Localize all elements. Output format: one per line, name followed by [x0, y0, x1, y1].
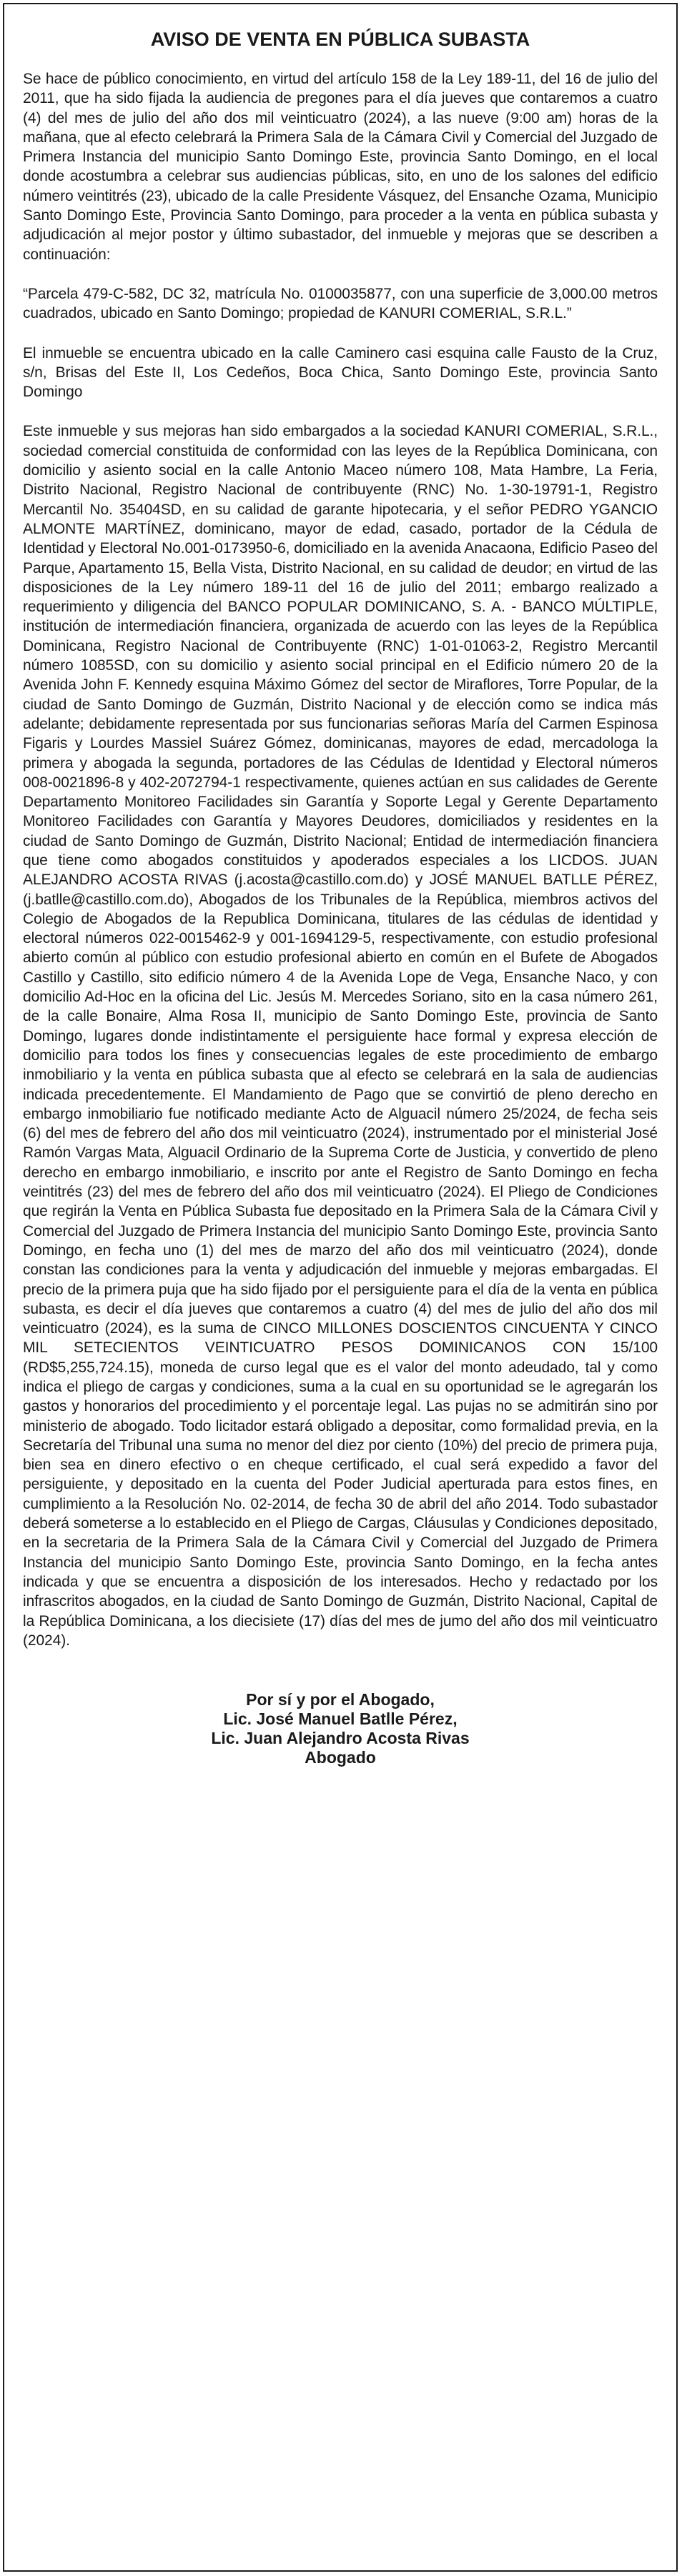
notice-body	[23, 69, 658, 1650]
signature-line-intro: Por sí y por el Abogado,	[246, 1690, 435, 1709]
signature-line-attorney-2: Lic. Juan Alejandro Acosta Rivas	[211, 1729, 470, 1748]
notice-title: AVISO DE VENTA EN PÚBLICA SUBASTA	[150, 29, 530, 50]
notice-paragraph-property: “Parcela 479-C-582, DC 32, matrícula No. 0100035877, con una superficie de 3,000.00 metros cuadrados, ubicado en Santo Domingo; propiedad de KANURI COMERIAL, S.R.L.”	[23, 285, 658, 322]
signature-line-role: Abogado	[305, 1748, 376, 1767]
notice-paragraph-location: El inmueble se encuentra ubicado en la calle Caminero casi esquina calle Fausto de la Cruz, s/n, Brisas del Este II, Los Cedeños, Boca Chica, Santo Domingo Este, provincia Santo Domingo	[23, 344, 658, 401]
signature-line-attorney-1: Lic. José Manuel Batlle Pérez,	[223, 1709, 458, 1729]
notice-paragraph-hearing: Se hace de público conocimiento, en virtud del artículo 158 de la Ley 189-11, del 16 de julio del 2011, que ha sido fijada la audiencia de pregones para el día jueves que contaremos a cuatro (4) del mes de julio del año dos mil veinticuatro (2024), a las nueve (9:00 am) horas de la mañana, que al efecto celebrará la Primera Sala de la Cámara Civil y Comercial del Juzgado de Primera Instancia del municipio Santo Domingo Este, provincia Santo Domingo, en el local donde acostumbra a celebrar sus audiencias públicas, sito, en uno de los salones del edificio número veintitrés (23), ubicado de la calle Presidente Vásquez, del Ensanche Ozama, Municipio Santo Domingo Este, Provincia Santo Domingo, para proceder a la venta en pública subasta y adjudicación al mejor postor y último subastador, del inmueble y mejoras que se describen a continuación:	[23, 71, 658, 263]
legal-notice-frame	[3, 3, 678, 2572]
signature-block	[23, 1690, 658, 1767]
notice-paragraph-details: Este inmueble y sus mejoras han sido embargados a la sociedad KANURI COMERIAL, S.R.L., sociedad comercial constituida de conformidad con las leyes de la República Dominicana, con domicilio y asiento social en la calle Antonio Maceo número 108, Mata Hambre, La Feria, Distrito Nacional, Registro Nacional de contribuyente (RNC) No. 1-30-19791-1, Registro Mercantil No. 35404SD, en su calidad de garante hipotecaria, y el señor PEDRO YGANCIO ALMONTE MARTÍNEZ, dominicano, mayor de edad, casado, portador de la Cédula de Identidad y Electoral No.001-0173950-6, domiciliado en la avenida Anacaona, Edificio Paseo del Parque, Apartamento 15, Bella Vista, Distrito Nacional, en su calidad de deudor; en virtud de las disposiciones de la Ley número 189-11 del 16 de julio del 2011; embargo realizado a requerimiento y diligencia del BANCO POPULAR DOMINICANO, S. A. - BANCO MÚLTIPLE, institución de intermediación financiera, organizada de acuerdo con las leyes de la República Dominicana, Registro Nacional de Contribuyente (RNC) 1-01-01063-2, Registro Mercantil número 1085SD, con su domicilio y asiento social principal en el Edificio número 20 de la Avenida John F. Kennedy esquina Máximo Gómez del sector de Miraflores, Torre Popular, de la ciudad de Santo Domingo de Guzmán, Distrito Nacional y de elección como se indica más adelante; debidamente representada por sus funcionarias señoras María del Carmen Espinosa Figaris y Lourdes Massiel Suárez Gómez, dominicanas, mayores de edad, mercadologa la primera y abogada la segunda, portadores de las Cédulas de Identidad y Electoral números 008-0021896-8 y 402-2072794-1 respectivamente, quienes actúan en sus calidades de Gerente Departamento Monitoreo Facilidades sin Garantía y Soporte Legal y Gerente Departamento Monitoreo Facilidades con Garantía y Mayores Deudores, domiciliados y residentes en la ciudad de Santo Domingo de Guzmán, Distrito Nacional; Entidad de intermediación financiera que tiene como abogados constituidos y apoderados especiales a los LICDOS. JUAN ALEJANDRO ACOSTA RIVAS (j.acosta@castillo.com.do) y JOSÉ MANUEL BATLLE PÉREZ, (j.batlle@castillo.com.do), Abogados de los Tribunales de la República, miembros activos del Colegio de Abogados de la Republica Dominicana, titulares de las cédulas de identidad y electoral números 022-0015462-9 y 001-1694129-5, respectivamente, con estudio profesional abierto común al público con estudio profesional abierto en común en el Bufete de Abogados Castillo y Castillo, sito edificio número 4 de la Avenida Lope de Vega, Ensanche Naco, y con domicilio Ad-Hoc en la oficina del Lic. Jesús M. Mercedes Soriano, sito en la casa número 261, de la calle Bonaire, Alma Rosa II, municipio de Santo Domingo Este, provincia de Santo Domingo, lugares donde indistintamente el persiguiente hace formal y expresa elección de domicilio para todos los fines y consecuencias legales de este procedimiento de embargo inmobiliario y la venta en pública subasta que al efecto se celebrará en la sala de audiencias indicada precedentemente. El Mandamiento de Pago que se convirtió de pleno derecho en embargo inmobiliario fue notificado mediante Acto de Alguacil número 25/2024, de fecha seis (6) del mes de febrero del año dos mil veinticuatro (2024), instrumentado por el ministerial José Ramón Vargas Mata, Alguacil Ordinario de la Suprema Corte de Justicia, y convertido de pleno derecho en embargo inmobiliario, e inscrito por ante el Registro de Santo Domingo en fecha veintitrés (23) del mes de febrero del año dos mil veinticuatro (2024). El Pliego de Condiciones que regirán la Venta en Pública Subasta fue depositado en la Primera Sala de la Cámara Civil y Comercial del Juzgado de Primera Instancia del municipio Santo Domingo Este, provincia Santo Domingo, en fecha uno (1) del mes de marzo del año dos mil veinticuatro (2024), donde constan las condiciones para la venta y adjudicación del inmueble y mejoras embargadas. El precio de la primera puja que ha sido fijado por el persiguiente para el día de la venta en pública subasta, es decir el día jueves que contaremos a cuatro (4) del mes de julio del año dos mil veinticuatro (2024), es la suma de CINCO MILLONES DOSCIENTOS CINCUENTA Y CINCO MIL SETECIENTOS VEINTICUATRO PESOS DOMINICANOS CON 15/100 (RD$5,255,724.15), moneda de curso legal que es el valor del monto adeudado, tal y como indica el pliego de cargas y condiciones, suma a la cual en su oportunidad se le agregarán los gastos y honorarios del procedimiento y el porcentaje legal. Las pujas no se admitirán sino por ministerio de abogado. Todo licitador estará obligado a depositar, como formalidad previa, en la Secretaría del Tribunal una suma no menor del diez por ciento (10%) del precio de primera puja, bien sea en dinero efectivo o en cheque certificado, el cual será expedido a favor del persiguiente, y depositado en la cuenta del Poder Judicial aperturada para estos fines, en cumplimiento a la Resolución No. 02-2014, de fecha 30 de abril del año 2014. Todo subastador deberá someterse a lo establecido en el Pliego de Cargas, Cláusulas y Condiciones depositado, en la secretaria de la Primera Sala de la Cámara Civil y Comercial del Juzgado de Primera Instancia del municipio Santo Domingo Este, provincia Santo Domingo, en la fecha antes indicada y que se encuentra a disposición de los interesados. Hecho y redactado por los infrascritos abogados, en la ciudad de Santo Domingo de Guzmán, Distrito Nacional, Capital de la República Dominicana, a los diecisiete (17) días del mes de jumo del año dos mil veinticuatro (2024).	[23, 423, 658, 1649]
